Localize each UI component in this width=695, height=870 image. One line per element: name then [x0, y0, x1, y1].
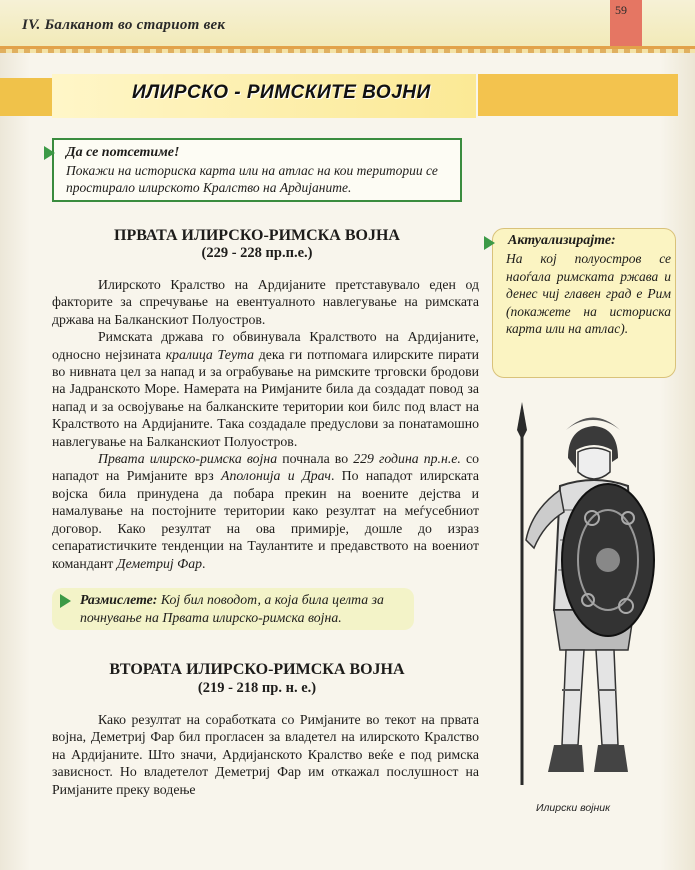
actualize-arrow-icon — [484, 236, 495, 250]
think-text — [80, 591, 410, 627]
war-year: 229 година пр.н.е. — [353, 451, 461, 467]
actualize-text: На кој полуостров се наоѓала римската ржава и денес чиј главен град е Рим (покажете на историска карта или на атлас). — [506, 251, 671, 337]
section1-paragraph-1: Илирското Кралство на Ардијаните претставувало еден од факторите за спречување на евентуалното навлегување на римската држава на Балканскиот Полуостров. — [52, 277, 479, 327]
queen-teuta: кралица Теута — [165, 346, 255, 362]
p3-text-b: почнала во — [277, 451, 354, 467]
section2-paragraph-1: Како резултат на соработката со Римјаните во текот на првата војна, Деметриј Фар бил прогласен за владетел на илирското Кралство на Ардијаните. Што значи, Ардијанското Кралство веќе е под римска зависност. Но владетелот Деметриј Фар им откажал послушност на Римјаните преку водење — [52, 712, 479, 797]
header-stripe — [0, 49, 695, 53]
section1-body — [52, 276, 479, 572]
p3-text-e: . — [202, 555, 206, 571]
p2-text-a: Римската држава го обвинувала Кралството на Ардијаните, односно нејзината — [52, 329, 479, 362]
illustration-caption: Илирски војник — [536, 802, 611, 814]
section1-paragraph-2 — [52, 328, 479, 450]
page-title: ИЛИРСКО - РИМСКИТЕ ВОЈНИ — [132, 82, 431, 103]
title-band-left — [0, 78, 52, 116]
think-label: Размислете: — [80, 592, 158, 607]
demetrius-name: Деметриј Фар — [116, 555, 203, 571]
section2-title: ВТОРАТА ИЛИРСКО-РИМСКА ВОЈНА — [109, 661, 405, 678]
chapter-title: IV. Балканот во стариот век — [22, 17, 226, 33]
reminder-arrow-icon — [44, 146, 55, 160]
think-question: Кој бил поводот, а која била целта за почнување на Првата илирско-римска војна. — [80, 592, 384, 625]
section1-title: ПРВАТА ИЛИРСКО-РИМСКА ВОЈНА — [114, 227, 400, 244]
reminder-text: Покажи на историска карта или на атлас на кои територии се простирало илирското Кралство на Ардијаните. — [66, 163, 438, 195]
title-band-right — [478, 74, 678, 116]
section1-paragraph-3 — [52, 450, 479, 572]
cities: Аполонија и Драч — [221, 468, 331, 484]
section1-dates: (229 - 228 пр.п.е.) — [201, 245, 313, 261]
p3-text-d: . По нападот илирската војска била принудена да побара прекин на воените дејства и намалување на постојните територии како резултат на меѓусебниот договор. Како резултат на ова примирје, дошле до израз сепаратистичките тенденции на Таулантите и предавството на воениот командант — [52, 468, 480, 571]
actualize-heading: Актуализирајте: — [508, 233, 616, 248]
section2-dates: (219 - 218 пр. н. е.) — [197, 680, 317, 696]
section2-body — [52, 711, 479, 798]
page-number: 59 — [615, 3, 627, 17]
p3-text-c: со нападот на Римјаните врз — [52, 451, 479, 484]
p2-text-b: дека ги потпомага илирските пирати во нивната цел за напад и за ограбување на римските трговски бродови на Јадранското Море. Намерата на Римјаните била да создадат повод за напад и за освојување на балканските територии кои билс под власт на Кралството на Ардијаните. Така создадале предуслови за понатамошно навлегување на Балканскиот Полуостров. — [52, 346, 479, 449]
think-arrow-icon — [60, 594, 71, 608]
reminder-heading: Да се потсетиме! — [66, 145, 180, 160]
illyrian-soldier-illustration — [498, 400, 658, 790]
first-war-term: Првата илирско-римска војна — [98, 451, 278, 467]
